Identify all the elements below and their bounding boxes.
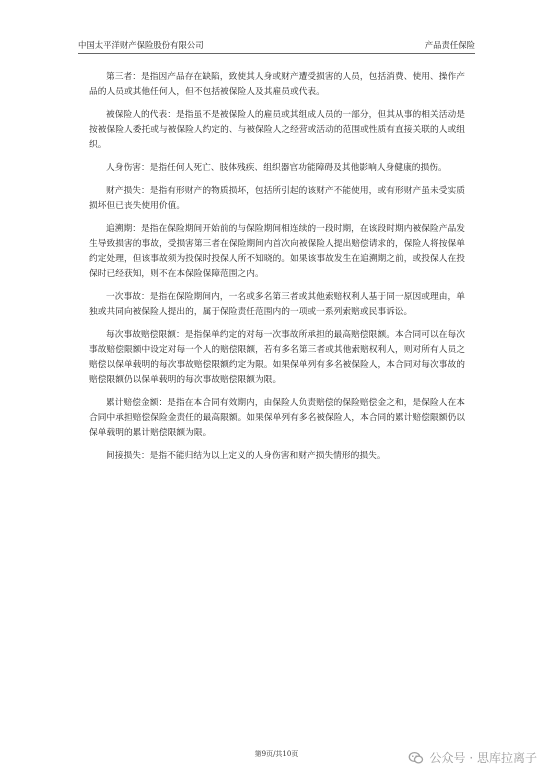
page-header [78,39,475,54]
company-name: 中国太平洋财产保险股份有限公司 [78,40,204,50]
watermark-text: 公众号 · 思库拉离子 [429,751,537,765]
definition-paragraph: 财产损失：是指有形财产的物质损坏，包括所引起的该财产不能使用，或有形财产虽未受实质损坏但已丧失使用价值。 [89,186,465,211]
wechat-icon [408,750,424,766]
definition-paragraph: 人身伤害：是指任何人死亡、肢体残疾、组织器官功能障碍及其他影响人身健康的损伤。 [106,163,447,173]
page-number: 第9页/共10页 [254,750,299,758]
definitions-body [89,70,465,472]
definition-paragraph: 追溯期：是指在保险期间开始前的与保险期间相连续的一段时期，在该段时期内被保险产品发生导致损害的事故，受损害第三者在保险期间内首次向被保险人提出赔偿请求的，保险人将按保单约定处理，但该事故须为投保时投保人所不知晓的。如果该事故发生在追溯期之前，或投保人在投保时已经获知，则不在本保险保障范围之内。 [89,224,465,279]
definition-paragraph: 被保险人的代表：是指虽不是被保险人的雇员或其组成人员的一部分，但其从事的相关活动是按被保险人委托或与被保险人约定的、与被保险人之经营或活动的范围或性质有直接关联的人或组织。 [89,110,465,150]
product-name: 产品责任保险 [424,40,475,50]
definition-paragraph: 累计赔偿金额：是指在本合同有效期内，由保险人负责赔偿的保险赔偿金之和，是保险人在本合同中承担赔偿保险金责任的最高限额。如果保单列有多名被保险人，本合同的累计赔偿限额仍以保单载明的累计赔偿限额为限。 [89,398,465,438]
definition-paragraph: 每次事故赔偿限额：是指保单约定的对每一次事故所承担的最高赔偿限额。本合同可以在每次事故赔偿限额中设定对每一个人的赔偿限额，若有多名第三者或其他索赔权利人，则对所有人员之赔偿以保单载明的每次事故赔偿限额约定为限。如果保单列有多名被保险人，本合同对每次事故的赔偿限额仍以保单载明的每次事故赔偿限额为限。 [89,330,465,385]
definition-paragraph: 一次事故：是指在保险期间内，一名或多名第三者或其他索赔权利人基于同一原因或理由，单独或共同向被保险人提出的，属于保险责任范围内的一项或一系列索赔或民事诉讼。 [89,292,465,317]
watermark [408,749,537,766]
definition-paragraph: 间接损失：是指不能归结为以上定义的人身伤害和财产损失情形的损失。 [106,451,386,461]
definition-paragraph: 第三者：是指因产品存在缺陷，致使其人身或财产遭受损害的人员，包括消费、使用、操作产品的人员或其他任何人，但不包括被保险人及其雇员或代表。 [89,72,465,97]
